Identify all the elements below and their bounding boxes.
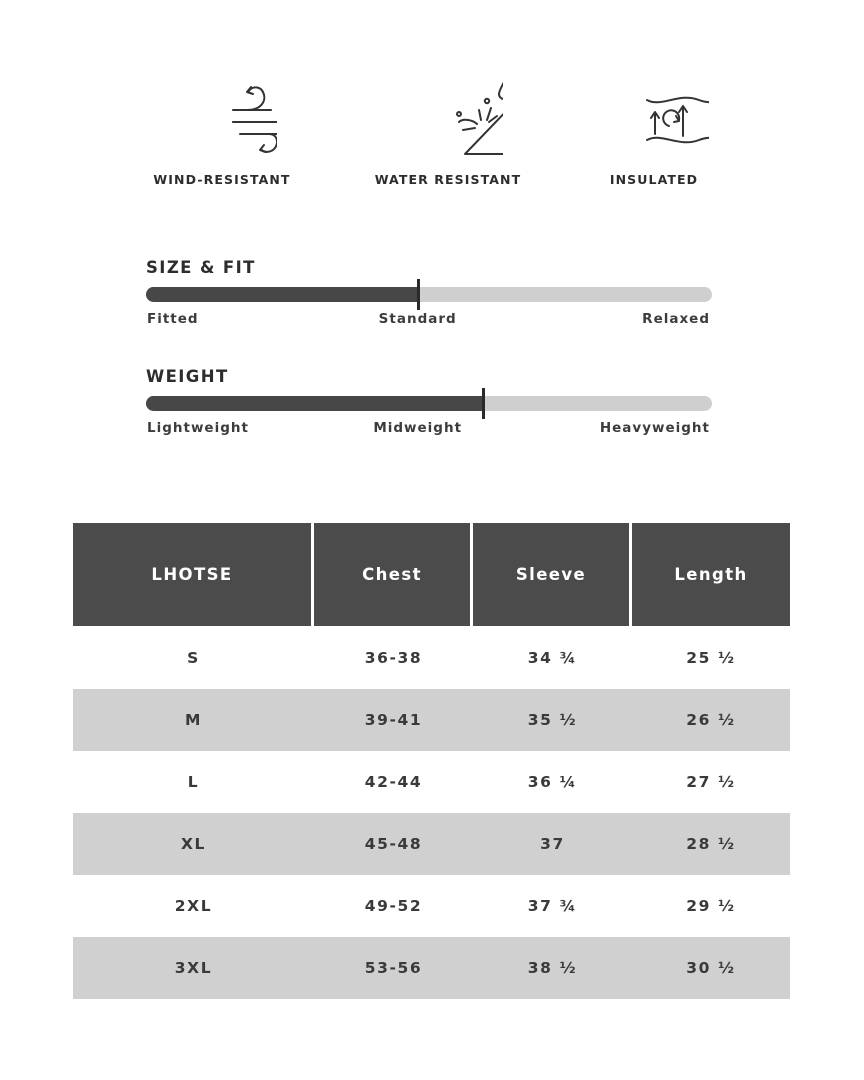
water-drop-icon <box>393 78 503 164</box>
header-product: LHOTSE <box>73 523 314 626</box>
cell-sleeve: 37 ¾ <box>527 897 578 915</box>
header-sleeve: Sleeve <box>473 523 632 626</box>
weight-label-lightweight: Lightweight <box>147 420 249 436</box>
fit-label-standard: Standard <box>378 311 457 327</box>
weight-label-midweight: Midweight <box>373 420 463 436</box>
fit-label-relaxed: Relaxed <box>642 311 710 327</box>
fit-label-fitted: Fitted <box>147 311 199 327</box>
size-fit-scale <box>146 258 712 331</box>
wind-icon <box>167 78 277 164</box>
cell-size: 2XL <box>174 897 213 915</box>
feature-label: INSULATED <box>609 172 699 187</box>
insulation-icon <box>599 78 709 164</box>
table-row <box>73 875 790 937</box>
size-fit-marker <box>417 279 420 310</box>
table-row <box>73 626 790 689</box>
weight-label-heavyweight: Heavyweight <box>599 420 710 436</box>
cell-chest: 53-56 <box>314 937 473 999</box>
feature-insulated <box>554 78 754 188</box>
size-chart-table <box>73 523 790 999</box>
cell-chest: 39-41 <box>314 689 473 751</box>
cell-size: S <box>187 648 200 667</box>
table-row <box>73 689 790 751</box>
weight-marker <box>482 388 485 419</box>
cell-chest: 36-38 <box>364 648 423 667</box>
cell-chest: 42-44 <box>364 773 423 791</box>
cell-size: L <box>187 773 200 791</box>
weight-scale <box>146 367 712 440</box>
table-row <box>73 813 790 875</box>
weight-labels <box>146 420 712 440</box>
cell-length: 26 ½ <box>632 689 790 751</box>
feature-wind-resistant <box>122 78 322 188</box>
weight-fill <box>146 396 483 411</box>
table-row <box>73 937 790 999</box>
weight-track <box>146 396 712 411</box>
cell-sleeve: 37 <box>473 813 632 875</box>
feature-water-resistant <box>348 78 548 188</box>
cell-length: 30 ½ <box>632 937 790 999</box>
cell-sleeve: 36 ¼ <box>527 773 578 791</box>
table-row <box>73 751 790 813</box>
cell-chest: 45-48 <box>314 813 473 875</box>
size-fit-track <box>146 287 712 302</box>
feature-label: WATER RESISTANT <box>374 172 522 187</box>
size-fit-labels <box>146 311 712 331</box>
header-chest: Chest <box>314 523 473 626</box>
header-length: Length <box>632 523 790 626</box>
cell-length: 29 ½ <box>686 897 736 915</box>
cell-chest: 49-52 <box>364 897 423 915</box>
cell-sleeve: 38 ½ <box>473 937 632 999</box>
cell-sleeve: 35 ½ <box>473 689 632 751</box>
cell-length: 27 ½ <box>686 773 736 791</box>
cell-size: 3XL <box>73 937 314 999</box>
size-fit-title: SIZE & FIT <box>146 258 256 277</box>
table-header-row <box>73 523 790 626</box>
size-fit-fill <box>146 287 418 302</box>
weight-title: WEIGHT <box>146 367 229 386</box>
cell-size: M <box>73 689 314 751</box>
cell-length: 28 ½ <box>632 813 790 875</box>
feature-label: WIND-RESISTANT <box>153 172 291 187</box>
cell-length: 25 ½ <box>686 648 736 667</box>
cell-sleeve: 34 ¾ <box>527 648 578 667</box>
cell-size: XL <box>73 813 314 875</box>
